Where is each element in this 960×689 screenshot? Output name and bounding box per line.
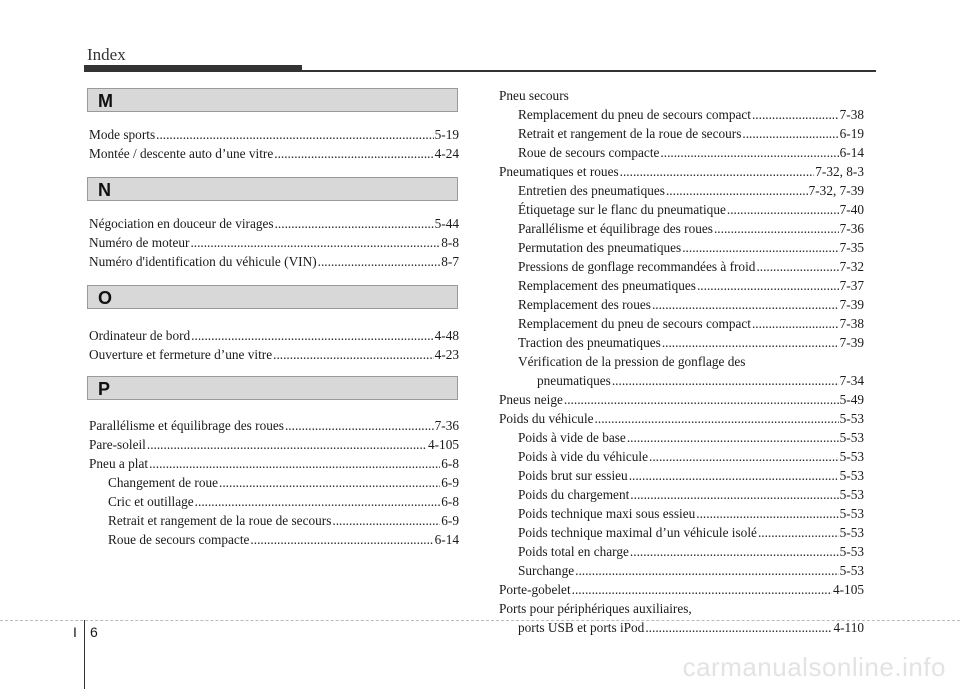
- index-subentry: Poids à vide de base ..... 5-53: [499, 428, 864, 447]
- index-entry: Numéro de moteur ..... 8-8: [89, 233, 459, 252]
- section-letter: O: [98, 288, 113, 308]
- index-entry: Négociation en douceur de virages ..... 5-44: [89, 214, 459, 233]
- index-entry: Ordinateur de bord ..... 4-48: [89, 326, 459, 345]
- index-subentry: Parallélisme et équilibrage des roues ..... 7-36: [499, 219, 864, 238]
- index-subentry-line: Vérification de la pression de gonflage des: [518, 354, 746, 369]
- index-entry: Ouverture et fermeture d’une vitre ..... 4-23: [89, 345, 459, 364]
- index-subentry: Traction des pneumatiques ..... 7-39: [499, 333, 864, 352]
- section-header-p: [87, 376, 458, 400]
- watermark: carmanualsonline.info: [682, 652, 946, 682]
- right-column-list: [499, 86, 864, 637]
- index-subentry: Poids total en charge ..... 5-53: [499, 542, 864, 561]
- section-n-list: [89, 214, 459, 271]
- index-subentry: Remplacement des pneumatiques ..... 7-37: [499, 276, 864, 295]
- index-subentry: Retrait et rangement de la roue de secours ..... 6-19: [499, 124, 864, 143]
- section-letter: N: [98, 180, 111, 200]
- index-subentry: Remplacement du pneu de secours compact ..... 7-38: [499, 105, 864, 124]
- index-entry: Mode sports ..... 5-19: [89, 125, 459, 144]
- section-m-list: [89, 125, 459, 163]
- index-entry: Pneumatiques et roues ..... 7-32, 8-3: [499, 162, 864, 181]
- index-entry: Porte-gobelet ..... 4-105: [499, 580, 864, 599]
- section-header-n: [87, 177, 458, 201]
- index-subentry: Pressions de gonflage recommandées à froid ..... 7-32: [499, 257, 864, 276]
- index-entry: Pare-soleil ..... 4-105: [89, 435, 459, 454]
- index-subentry: Changement de roue ..... 6-9: [89, 473, 459, 492]
- index-subentry: Poids du chargement ..... 5-53: [499, 485, 864, 504]
- index-entry: Montée / descente auto d’une vitre ..... 4-24: [89, 144, 459, 163]
- index-entry: Pneu a plat ..... 6-8: [89, 454, 459, 473]
- footer-rule: [0, 620, 960, 621]
- page-title: Index: [87, 45, 126, 64]
- footer-section-label: I: [73, 624, 77, 640]
- index-subentry: Poids technique maxi sous essieu ..... 5-53: [499, 504, 864, 523]
- index-entry: Numéro d'identification du véhicule (VIN) ..... 8-7: [89, 252, 459, 271]
- index-heading: Pneu secours: [499, 88, 569, 103]
- index-subentry: Étiquetage sur le flanc du pneumatique ..... 7-40: [499, 200, 864, 219]
- section-letter: M: [98, 91, 113, 111]
- header-rule-thin: [302, 70, 876, 72]
- section-header-m: [87, 88, 458, 112]
- section-header-o: [87, 285, 458, 309]
- footer-divider: [84, 620, 85, 689]
- index-subentry: Retrait et rangement de la roue de secours ..... 6-9: [89, 511, 459, 530]
- index-subentry: Remplacement des roues ..... 7-39: [499, 295, 864, 314]
- index-entry: Parallélisme et équilibrage des roues ..... 7-36: [89, 416, 459, 435]
- section-o-list: [89, 326, 459, 364]
- index-entry-cont: ports USB et ports iPod ..... 4-110: [499, 618, 864, 637]
- index-entry: Pneus neige ..... 5-49: [499, 390, 864, 409]
- index-subentry: Roue de secours compacte ..... 6-14: [499, 143, 864, 162]
- index-subentry: Permutation des pneumatiques ..... 7-35: [499, 238, 864, 257]
- section-p-list: [89, 416, 459, 549]
- index-entry-line: Ports pour périphériques auxiliaires,: [499, 601, 692, 616]
- index-subentry: Roue de secours compacte ..... 6-14: [89, 530, 459, 549]
- index-subentry: Poids brut sur essieu ..... 5-53: [499, 466, 864, 485]
- section-letter: P: [98, 379, 111, 399]
- footer-page-number: 6: [90, 624, 98, 640]
- index-subentry: Poids technique maximal d’un véhicule isolé ..... 5-53: [499, 523, 864, 542]
- index-entry: Poids du véhicule ..... 5-53: [499, 409, 864, 428]
- header-rule-thick: [84, 65, 302, 72]
- index-subentry: Entretien des pneumatiques ..... 7-32, 7-39: [499, 181, 864, 200]
- index-subentry: Remplacement du pneu de secours compact ..... 7-38: [499, 314, 864, 333]
- index-subentry: Poids à vide du véhicule ..... 5-53: [499, 447, 864, 466]
- index-subentry: Cric et outillage ..... 6-8: [89, 492, 459, 511]
- index-subentry: Surchange ..... 5-53: [499, 561, 864, 580]
- index-subentry-cont: pneumatiques ..... 7-34: [499, 371, 864, 390]
